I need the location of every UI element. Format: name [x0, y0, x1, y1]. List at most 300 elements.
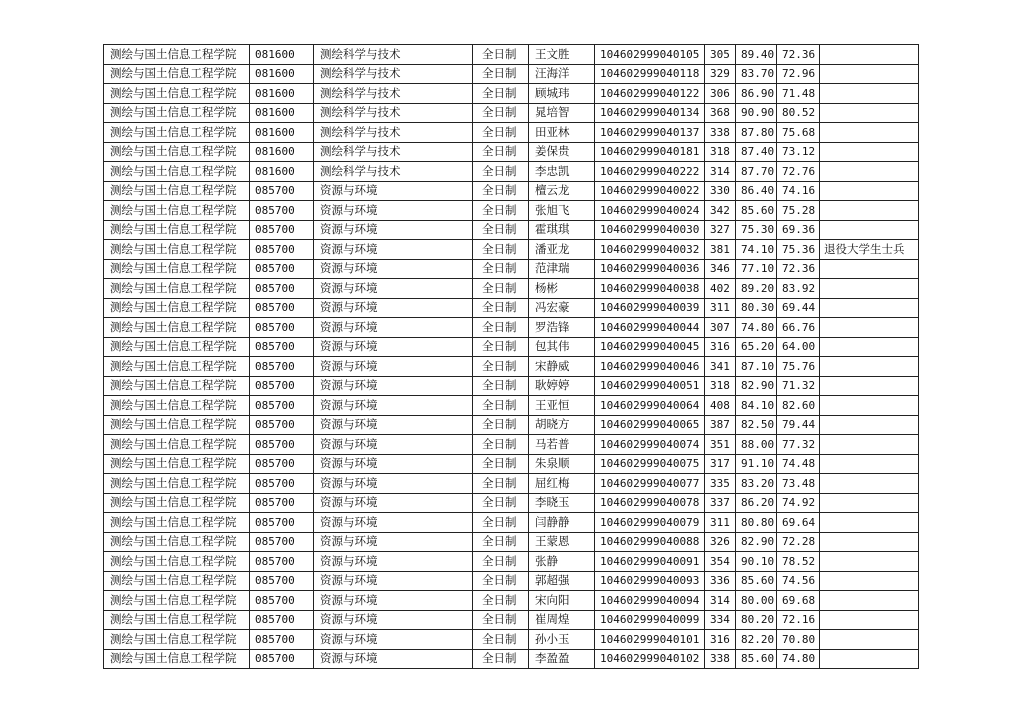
initial-score-cell: 338	[705, 649, 736, 669]
remark-cell	[820, 513, 919, 533]
study-mode-cell: 全日制	[473, 435, 529, 455]
candidate-id-cell: 104602999040024	[595, 201, 705, 221]
study-mode-cell: 全日制	[473, 142, 529, 162]
study-mode-cell: 全日制	[473, 279, 529, 299]
study-mode-cell: 全日制	[473, 630, 529, 650]
total-score-cell: 72.76	[777, 162, 820, 182]
retest-score-cell: 87.80	[736, 123, 777, 143]
total-score-cell: 74.92	[777, 493, 820, 513]
major-name-cell: 资源与环境	[314, 649, 473, 669]
major-name-cell: 资源与环境	[314, 552, 473, 572]
major-code-cell: 085700	[250, 532, 314, 552]
study-mode-cell: 全日制	[473, 415, 529, 435]
initial-score-cell: 311	[705, 298, 736, 318]
table-row	[104, 103, 919, 123]
retest-score-cell: 82.50	[736, 415, 777, 435]
retest-score-cell: 65.20	[736, 337, 777, 357]
remark-cell	[820, 181, 919, 201]
student-name-cell: 罗浩锋	[529, 318, 595, 338]
study-mode-cell: 全日制	[473, 259, 529, 279]
college-cell: 测绘与国土信息工程学院	[104, 513, 250, 533]
student-name-cell: 朱泉顺	[529, 454, 595, 474]
study-mode-cell: 全日制	[473, 591, 529, 611]
major-code-cell: 081600	[250, 123, 314, 143]
college-cell: 测绘与国土信息工程学院	[104, 181, 250, 201]
study-mode-cell: 全日制	[473, 493, 529, 513]
major-code-cell: 085700	[250, 201, 314, 221]
study-mode-cell: 全日制	[473, 103, 529, 123]
table-row	[104, 454, 919, 474]
retest-score-cell: 82.90	[736, 376, 777, 396]
candidate-id-cell: 104602999040078	[595, 493, 705, 513]
total-score-cell: 75.36	[777, 240, 820, 260]
table-row	[104, 201, 919, 221]
study-mode-cell: 全日制	[473, 220, 529, 240]
major-name-cell: 资源与环境	[314, 279, 473, 299]
student-name-cell: 王文胜	[529, 45, 595, 65]
student-name-cell: 李晓玉	[529, 493, 595, 513]
student-name-cell: 王蒙恩	[529, 532, 595, 552]
candidate-id-cell: 104602999040102	[595, 649, 705, 669]
study-mode-cell: 全日制	[473, 298, 529, 318]
candidate-id-cell: 104602999040088	[595, 532, 705, 552]
table-row	[104, 298, 919, 318]
candidate-id-cell: 104602999040036	[595, 259, 705, 279]
table-row	[104, 259, 919, 279]
total-score-cell: 71.32	[777, 376, 820, 396]
total-score-cell: 73.48	[777, 474, 820, 494]
initial-score-cell: 307	[705, 318, 736, 338]
candidate-id-cell: 104602999040044	[595, 318, 705, 338]
total-score-cell: 74.80	[777, 649, 820, 669]
candidate-id-cell: 104602999040222	[595, 162, 705, 182]
student-name-cell: 冯宏豪	[529, 298, 595, 318]
study-mode-cell: 全日制	[473, 571, 529, 591]
study-mode-cell: 全日制	[473, 376, 529, 396]
table-row	[104, 610, 919, 630]
remark-cell	[820, 552, 919, 572]
retest-score-cell: 85.60	[736, 571, 777, 591]
table-row	[104, 396, 919, 416]
retest-score-cell: 90.90	[736, 103, 777, 123]
initial-score-cell: 326	[705, 532, 736, 552]
major-name-cell: 测绘科学与技术	[314, 142, 473, 162]
study-mode-cell: 全日制	[473, 181, 529, 201]
retest-score-cell: 82.90	[736, 532, 777, 552]
candidate-id-cell: 104602999040105	[595, 45, 705, 65]
college-cell: 测绘与国土信息工程学院	[104, 318, 250, 338]
student-name-cell: 宋向阳	[529, 591, 595, 611]
major-name-cell: 资源与环境	[314, 474, 473, 494]
study-mode-cell: 全日制	[473, 162, 529, 182]
college-cell: 测绘与国土信息工程学院	[104, 591, 250, 611]
study-mode-cell: 全日制	[473, 45, 529, 65]
remark-cell	[820, 84, 919, 104]
table-row	[104, 142, 919, 162]
retest-score-cell: 85.60	[736, 201, 777, 221]
table-row	[104, 474, 919, 494]
candidate-id-cell: 104602999040099	[595, 610, 705, 630]
initial-score-cell: 351	[705, 435, 736, 455]
major-code-cell: 085700	[250, 415, 314, 435]
major-code-cell: 085700	[250, 220, 314, 240]
student-name-cell: 檀云龙	[529, 181, 595, 201]
remark-cell	[820, 630, 919, 650]
major-name-cell: 资源与环境	[314, 532, 473, 552]
retest-score-cell: 80.00	[736, 591, 777, 611]
student-name-cell: 范津瑞	[529, 259, 595, 279]
candidate-id-cell: 104602999040079	[595, 513, 705, 533]
candidate-id-cell: 104602999040101	[595, 630, 705, 650]
total-score-cell: 77.32	[777, 435, 820, 455]
retest-score-cell: 80.30	[736, 298, 777, 318]
student-name-cell: 李盈盈	[529, 649, 595, 669]
remark-cell	[820, 337, 919, 357]
college-cell: 测绘与国土信息工程学院	[104, 532, 250, 552]
remark-cell	[820, 649, 919, 669]
college-cell: 测绘与国土信息工程学院	[104, 103, 250, 123]
retest-score-cell: 86.40	[736, 181, 777, 201]
college-cell: 测绘与国土信息工程学院	[104, 357, 250, 377]
table-row	[104, 162, 919, 182]
student-name-cell: 宋静威	[529, 357, 595, 377]
study-mode-cell: 全日制	[473, 552, 529, 572]
major-name-cell: 资源与环境	[314, 415, 473, 435]
college-cell: 测绘与国土信息工程学院	[104, 396, 250, 416]
initial-score-cell: 330	[705, 181, 736, 201]
remark-cell	[820, 610, 919, 630]
candidate-id-cell: 104602999040118	[595, 64, 705, 84]
candidate-id-cell: 104602999040093	[595, 571, 705, 591]
major-name-cell: 资源与环境	[314, 513, 473, 533]
initial-score-cell: 305	[705, 45, 736, 65]
initial-score-cell: 314	[705, 162, 736, 182]
candidate-id-cell: 104602999040045	[595, 337, 705, 357]
table-row	[104, 415, 919, 435]
student-name-cell: 包其伟	[529, 337, 595, 357]
major-name-cell: 资源与环境	[314, 337, 473, 357]
student-name-cell: 李忠凯	[529, 162, 595, 182]
candidate-id-cell: 104602999040094	[595, 591, 705, 611]
total-score-cell: 73.12	[777, 142, 820, 162]
total-score-cell: 72.96	[777, 64, 820, 84]
total-score-cell: 70.80	[777, 630, 820, 650]
admission-results-table	[103, 44, 919, 669]
major-code-cell: 085700	[250, 649, 314, 669]
table-row	[104, 571, 919, 591]
table-row	[104, 649, 919, 669]
study-mode-cell: 全日制	[473, 454, 529, 474]
college-cell: 测绘与国土信息工程学院	[104, 376, 250, 396]
table-row	[104, 240, 919, 260]
total-score-cell: 71.48	[777, 84, 820, 104]
college-cell: 测绘与国土信息工程学院	[104, 201, 250, 221]
college-cell: 测绘与国土信息工程学院	[104, 474, 250, 494]
major-code-cell: 085700	[250, 357, 314, 377]
total-score-cell: 78.52	[777, 552, 820, 572]
retest-score-cell: 84.10	[736, 396, 777, 416]
student-name-cell: 闫静静	[529, 513, 595, 533]
total-score-cell: 72.16	[777, 610, 820, 630]
candidate-id-cell: 104602999040064	[595, 396, 705, 416]
retest-score-cell: 74.10	[736, 240, 777, 260]
table-row	[104, 220, 919, 240]
remark-cell	[820, 64, 919, 84]
remark-cell	[820, 45, 919, 65]
candidate-id-cell: 104602999040046	[595, 357, 705, 377]
student-name-cell: 杨彬	[529, 279, 595, 299]
major-code-cell: 085700	[250, 279, 314, 299]
study-mode-cell: 全日制	[473, 84, 529, 104]
retest-score-cell: 80.20	[736, 610, 777, 630]
candidate-id-cell: 104602999040122	[595, 84, 705, 104]
student-name-cell: 晁培智	[529, 103, 595, 123]
retest-score-cell: 83.20	[736, 474, 777, 494]
initial-score-cell: 318	[705, 142, 736, 162]
total-score-cell: 69.36	[777, 220, 820, 240]
major-name-cell: 资源与环境	[314, 298, 473, 318]
initial-score-cell: 387	[705, 415, 736, 435]
major-name-cell: 资源与环境	[314, 220, 473, 240]
student-name-cell: 霍琪琪	[529, 220, 595, 240]
student-name-cell: 胡晓方	[529, 415, 595, 435]
table-row	[104, 435, 919, 455]
major-code-cell: 085700	[250, 396, 314, 416]
initial-score-cell: 336	[705, 571, 736, 591]
study-mode-cell: 全日制	[473, 240, 529, 260]
remark-cell	[820, 415, 919, 435]
remark-cell	[820, 396, 919, 416]
initial-score-cell: 408	[705, 396, 736, 416]
student-name-cell: 姜保贵	[529, 142, 595, 162]
study-mode-cell: 全日制	[473, 610, 529, 630]
remark-cell	[820, 201, 919, 221]
retest-score-cell: 82.20	[736, 630, 777, 650]
major-code-cell: 081600	[250, 84, 314, 104]
major-code-cell: 085700	[250, 630, 314, 650]
college-cell: 测绘与国土信息工程学院	[104, 435, 250, 455]
total-score-cell: 72.36	[777, 259, 820, 279]
remark-cell	[820, 103, 919, 123]
retest-score-cell: 86.90	[736, 84, 777, 104]
major-name-cell: 资源与环境	[314, 181, 473, 201]
retest-score-cell: 87.40	[736, 142, 777, 162]
total-score-cell: 75.28	[777, 201, 820, 221]
major-code-cell: 085700	[250, 591, 314, 611]
college-cell: 测绘与国土信息工程学院	[104, 240, 250, 260]
major-code-cell: 085700	[250, 318, 314, 338]
initial-score-cell: 316	[705, 337, 736, 357]
retest-score-cell: 83.70	[736, 64, 777, 84]
retest-score-cell: 89.20	[736, 279, 777, 299]
college-cell: 测绘与国土信息工程学院	[104, 162, 250, 182]
major-code-cell: 081600	[250, 142, 314, 162]
initial-score-cell: 314	[705, 591, 736, 611]
candidate-id-cell: 104602999040181	[595, 142, 705, 162]
table-row	[104, 493, 919, 513]
candidate-id-cell: 104602999040137	[595, 123, 705, 143]
total-score-cell: 74.16	[777, 181, 820, 201]
remark-cell	[820, 357, 919, 377]
remark-cell	[820, 435, 919, 455]
total-score-cell: 69.44	[777, 298, 820, 318]
initial-score-cell: 317	[705, 454, 736, 474]
candidate-id-cell: 104602999040030	[595, 220, 705, 240]
major-code-cell: 085700	[250, 337, 314, 357]
student-name-cell: 耿婷婷	[529, 376, 595, 396]
study-mode-cell: 全日制	[473, 532, 529, 552]
study-mode-cell: 全日制	[473, 474, 529, 494]
major-code-cell: 081600	[250, 64, 314, 84]
total-score-cell: 69.68	[777, 591, 820, 611]
college-cell: 测绘与国土信息工程学院	[104, 571, 250, 591]
candidate-id-cell: 104602999040022	[595, 181, 705, 201]
remark-cell	[820, 571, 919, 591]
college-cell: 测绘与国土信息工程学院	[104, 142, 250, 162]
major-name-cell: 资源与环境	[314, 493, 473, 513]
major-name-cell: 资源与环境	[314, 201, 473, 221]
study-mode-cell: 全日制	[473, 64, 529, 84]
retest-score-cell: 80.80	[736, 513, 777, 533]
major-code-cell: 085700	[250, 552, 314, 572]
retest-score-cell: 87.70	[736, 162, 777, 182]
table-row	[104, 591, 919, 611]
remark-cell	[820, 123, 919, 143]
retest-score-cell: 91.10	[736, 454, 777, 474]
major-code-cell: 085700	[250, 474, 314, 494]
remark-cell	[820, 532, 919, 552]
initial-score-cell: 354	[705, 552, 736, 572]
candidate-id-cell: 104602999040038	[595, 279, 705, 299]
candidate-id-cell: 104602999040091	[595, 552, 705, 572]
total-score-cell: 80.52	[777, 103, 820, 123]
table-row	[104, 513, 919, 533]
total-score-cell: 69.64	[777, 513, 820, 533]
major-name-cell: 测绘科学与技术	[314, 84, 473, 104]
study-mode-cell: 全日制	[473, 337, 529, 357]
initial-score-cell: 306	[705, 84, 736, 104]
remark-cell	[820, 454, 919, 474]
major-name-cell: 资源与环境	[314, 376, 473, 396]
initial-score-cell: 334	[705, 610, 736, 630]
major-code-cell: 085700	[250, 259, 314, 279]
major-code-cell: 085700	[250, 435, 314, 455]
major-code-cell: 085700	[250, 513, 314, 533]
major-name-cell: 资源与环境	[314, 630, 473, 650]
retest-score-cell: 89.40	[736, 45, 777, 65]
major-name-cell: 资源与环境	[314, 396, 473, 416]
major-name-cell: 资源与环境	[314, 571, 473, 591]
student-name-cell: 张静	[529, 552, 595, 572]
retest-score-cell: 77.10	[736, 259, 777, 279]
table-row	[104, 123, 919, 143]
table-row	[104, 45, 919, 65]
college-cell: 测绘与国土信息工程学院	[104, 610, 250, 630]
retest-score-cell: 75.30	[736, 220, 777, 240]
student-name-cell: 崔周煌	[529, 610, 595, 630]
initial-score-cell: 335	[705, 474, 736, 494]
table-row	[104, 532, 919, 552]
remark-cell	[820, 376, 919, 396]
college-cell: 测绘与国土信息工程学院	[104, 454, 250, 474]
initial-score-cell: 341	[705, 357, 736, 377]
candidate-id-cell: 104602999040032	[595, 240, 705, 260]
table-row	[104, 630, 919, 650]
table-row	[104, 357, 919, 377]
college-cell: 测绘与国土信息工程学院	[104, 84, 250, 104]
retest-score-cell: 90.10	[736, 552, 777, 572]
study-mode-cell: 全日制	[473, 396, 529, 416]
remark-cell: 退役大学生士兵	[820, 240, 919, 260]
major-name-cell: 资源与环境	[314, 610, 473, 630]
initial-score-cell: 311	[705, 513, 736, 533]
major-name-cell: 资源与环境	[314, 591, 473, 611]
total-score-cell: 72.28	[777, 532, 820, 552]
initial-score-cell: 318	[705, 376, 736, 396]
major-code-cell: 085700	[250, 181, 314, 201]
student-name-cell: 马若普	[529, 435, 595, 455]
major-code-cell: 081600	[250, 45, 314, 65]
major-name-cell: 资源与环境	[314, 435, 473, 455]
retest-score-cell: 88.00	[736, 435, 777, 455]
table-row	[104, 279, 919, 299]
college-cell: 测绘与国土信息工程学院	[104, 220, 250, 240]
table-row	[104, 318, 919, 338]
major-name-cell: 测绘科学与技术	[314, 123, 473, 143]
retest-score-cell: 87.10	[736, 357, 777, 377]
remark-cell	[820, 279, 919, 299]
remark-cell	[820, 591, 919, 611]
initial-score-cell: 337	[705, 493, 736, 513]
initial-score-cell: 327	[705, 220, 736, 240]
table-row	[104, 181, 919, 201]
study-mode-cell: 全日制	[473, 357, 529, 377]
student-name-cell: 潘亚龙	[529, 240, 595, 260]
initial-score-cell: 381	[705, 240, 736, 260]
initial-score-cell: 368	[705, 103, 736, 123]
college-cell: 测绘与国土信息工程学院	[104, 493, 250, 513]
college-cell: 测绘与国土信息工程学院	[104, 259, 250, 279]
initial-score-cell: 402	[705, 279, 736, 299]
remark-cell	[820, 142, 919, 162]
college-cell: 测绘与国土信息工程学院	[104, 279, 250, 299]
college-cell: 测绘与国土信息工程学院	[104, 337, 250, 357]
remark-cell	[820, 474, 919, 494]
student-name-cell: 王亚恒	[529, 396, 595, 416]
major-code-cell: 085700	[250, 454, 314, 474]
remark-cell	[820, 493, 919, 513]
initial-score-cell: 342	[705, 201, 736, 221]
total-score-cell: 83.92	[777, 279, 820, 299]
candidate-id-cell: 104602999040075	[595, 454, 705, 474]
remark-cell	[820, 318, 919, 338]
college-cell: 测绘与国土信息工程学院	[104, 123, 250, 143]
total-score-cell: 75.76	[777, 357, 820, 377]
college-cell: 测绘与国土信息工程学院	[104, 64, 250, 84]
major-name-cell: 测绘科学与技术	[314, 103, 473, 123]
major-name-cell: 测绘科学与技术	[314, 64, 473, 84]
candidate-id-cell: 104602999040074	[595, 435, 705, 455]
major-name-cell: 资源与环境	[314, 357, 473, 377]
study-mode-cell: 全日制	[473, 513, 529, 533]
total-score-cell: 74.56	[777, 571, 820, 591]
major-name-cell: 资源与环境	[314, 259, 473, 279]
major-code-cell: 085700	[250, 240, 314, 260]
study-mode-cell: 全日制	[473, 201, 529, 221]
total-score-cell: 79.44	[777, 415, 820, 435]
study-mode-cell: 全日制	[473, 318, 529, 338]
remark-cell	[820, 220, 919, 240]
